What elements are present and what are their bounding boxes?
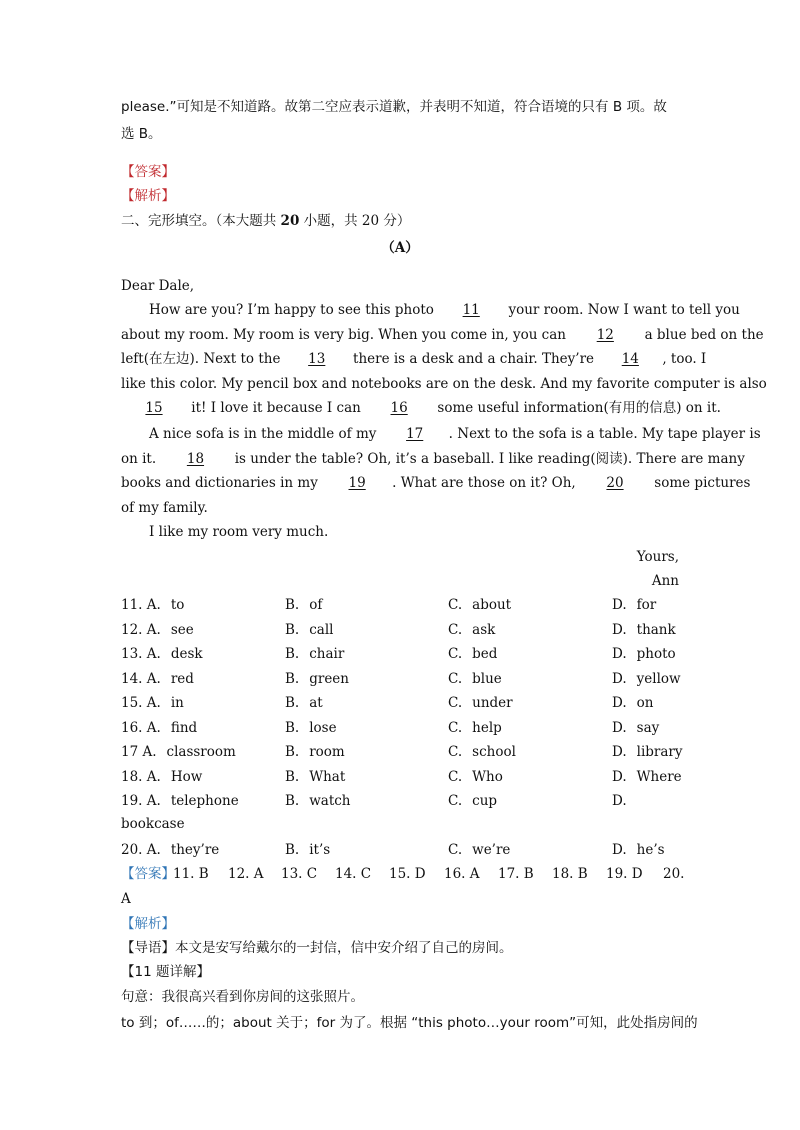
text-run: books and dictionaries in my bbox=[121, 475, 323, 491]
part-heading: （A） bbox=[381, 240, 419, 256]
letter-line bbox=[121, 473, 750, 493]
option-19-c bbox=[448, 791, 497, 811]
option-11-b bbox=[285, 595, 322, 615]
option-text: Who bbox=[472, 768, 503, 785]
text-run: about my room. My room is very big. When you come in, you can bbox=[121, 327, 571, 343]
option-letter: C. bbox=[448, 768, 463, 785]
option-14-b bbox=[285, 669, 349, 689]
answer-item: 16. A bbox=[444, 866, 480, 882]
blank-12: 12 bbox=[596, 327, 614, 343]
option-letter: C. bbox=[448, 646, 463, 662]
option-letter: 16. A. bbox=[121, 719, 161, 736]
option-text: about bbox=[472, 597, 512, 613]
option-text: yellow bbox=[636, 670, 681, 687]
option-18-d bbox=[612, 767, 682, 787]
option-12-d bbox=[612, 620, 676, 640]
text-run: , too. I bbox=[662, 351, 707, 367]
option-text: see bbox=[170, 621, 194, 638]
letter-line bbox=[121, 398, 721, 418]
option-text: green bbox=[309, 670, 349, 687]
option-16-c bbox=[448, 718, 502, 738]
option-letter: 12. A. bbox=[121, 621, 161, 638]
section-title-post: 小题，共 20 分） bbox=[299, 213, 411, 229]
text-run: some pictures bbox=[650, 475, 751, 491]
option-13-d bbox=[612, 644, 676, 664]
option-letter: 15. A. bbox=[121, 695, 161, 711]
option-letter: D. bbox=[612, 842, 627, 858]
detail-explain: to 到；of……的；about 关于；for 为了。根据 “this photo…your room”可知，此处指房间的 bbox=[121, 1015, 698, 1031]
option-letter: D. bbox=[612, 793, 627, 809]
option-20-a bbox=[121, 840, 219, 860]
option-letter: B. bbox=[285, 670, 300, 687]
option-text: in bbox=[170, 695, 184, 711]
answer-label: 【答案】 bbox=[121, 164, 175, 180]
option-16-d bbox=[612, 718, 659, 738]
option-text: thank bbox=[636, 621, 676, 638]
option-text: say bbox=[636, 719, 660, 736]
letter-line bbox=[149, 424, 761, 444]
option-letter: D. bbox=[612, 670, 627, 687]
option-17-a bbox=[121, 742, 236, 762]
option-letter: C. bbox=[448, 744, 463, 760]
detail-sentence: 句意：我很高兴看到你房间的这张照片。 bbox=[121, 989, 364, 1005]
analysis-label: 【解析】 bbox=[121, 188, 175, 204]
option-16-b bbox=[285, 718, 337, 738]
option-13-a bbox=[121, 644, 203, 664]
option-letter: C. bbox=[448, 670, 463, 687]
text-run: . What are those on it? Oh, bbox=[392, 475, 580, 491]
letter-line: of my family. bbox=[121, 500, 208, 516]
option-17-d bbox=[612, 742, 683, 762]
option-text: classroom bbox=[166, 744, 236, 760]
option-19-d bbox=[612, 791, 637, 811]
option-text: we’re bbox=[472, 842, 511, 858]
option-18-a bbox=[121, 767, 202, 787]
option-text: lose bbox=[309, 719, 337, 736]
section-title-pre: 二、完形填空。（本大题共 bbox=[121, 213, 281, 229]
letter-line bbox=[121, 349, 706, 369]
option-letter: 13. A. bbox=[121, 646, 161, 662]
guide-label: 【导语】 bbox=[121, 940, 175, 956]
prev-explanation-line-2: 选 B。 bbox=[121, 126, 162, 142]
option-letter: C. bbox=[448, 695, 463, 711]
blank-19: 19 bbox=[348, 475, 366, 491]
option-letter: C. bbox=[448, 793, 463, 809]
option-text: bed bbox=[472, 646, 498, 662]
option-letter: C. bbox=[448, 842, 463, 858]
text-run: A nice sofa is in the middle of my bbox=[149, 426, 381, 442]
section-title bbox=[121, 211, 410, 231]
option-15-b bbox=[285, 693, 323, 713]
option-text: desk bbox=[170, 646, 203, 662]
option-letter: D. bbox=[612, 621, 627, 638]
option-text: under bbox=[472, 695, 513, 711]
answer-item: 19. D bbox=[606, 866, 643, 882]
option-15-a bbox=[121, 693, 184, 713]
option-text: he’s bbox=[636, 842, 665, 858]
letter-signature: Ann bbox=[651, 573, 679, 589]
prev-explanation-line-1: please.”可知是不知道路。故第二空应表示道歉，并表明不知道，符合语境的只有 B 项。故 bbox=[121, 99, 667, 115]
text-run: . Next to the sofa is a table. My tape player is bbox=[448, 426, 761, 442]
option-19-b bbox=[285, 791, 351, 811]
blank-14: 14 bbox=[621, 351, 639, 367]
blank-16: 16 bbox=[390, 400, 408, 416]
option-16-a bbox=[121, 718, 197, 738]
option-letter: C. bbox=[448, 719, 463, 736]
option-letter: B. bbox=[285, 768, 300, 785]
option-text: How bbox=[170, 768, 203, 785]
option-text: school bbox=[472, 744, 516, 760]
option-letter: 18. A. bbox=[121, 768, 161, 785]
option-text: help bbox=[472, 719, 502, 736]
letter-line bbox=[149, 300, 740, 320]
option-text: of bbox=[309, 597, 323, 613]
option-letter: B. bbox=[285, 597, 300, 613]
option-text: watch bbox=[309, 793, 351, 809]
text-run: How are you? I’m happy to see this photo bbox=[149, 302, 439, 318]
option-letter: 14. A. bbox=[121, 670, 161, 687]
analysis-label-2: 【解析】 bbox=[121, 916, 175, 932]
option-18-c bbox=[448, 767, 503, 787]
option-17-c bbox=[448, 742, 516, 762]
answer-item: 14. C bbox=[335, 866, 372, 882]
option-text: Where bbox=[636, 768, 682, 785]
option-letter: B. bbox=[285, 744, 300, 760]
option-20-d bbox=[612, 840, 665, 860]
option-letter: D. bbox=[612, 646, 627, 662]
letter-line bbox=[121, 449, 745, 469]
text-run: your room. Now I want to tell you bbox=[504, 302, 740, 318]
option-letter: 20. A. bbox=[121, 842, 161, 858]
text-run: is under the table? Oh, it’s a baseball. I like reading(阅读). There are many bbox=[230, 451, 745, 467]
answer-item: 11. B bbox=[173, 866, 209, 882]
option-text: call bbox=[309, 621, 334, 638]
option-letter: B. bbox=[285, 695, 300, 711]
option-text: What bbox=[309, 768, 346, 785]
option-letter: C. bbox=[448, 621, 463, 638]
option-letter: D. bbox=[612, 597, 627, 613]
option-text: chair bbox=[309, 646, 345, 662]
option-15-c bbox=[448, 693, 513, 713]
answer-item: 12. A bbox=[228, 866, 264, 882]
option-letter: 17 A. bbox=[121, 744, 157, 760]
option-letter: D. bbox=[612, 744, 627, 760]
option-11-d bbox=[612, 595, 656, 615]
option-letter: B. bbox=[285, 646, 300, 662]
answer-item: 18. B bbox=[552, 866, 588, 882]
option-text: on bbox=[636, 695, 654, 711]
option-14-c bbox=[448, 669, 502, 689]
blank-17: 17 bbox=[406, 426, 424, 442]
answer-item: 17. B bbox=[498, 866, 534, 882]
option-letter: C. bbox=[448, 597, 463, 613]
option-letter: D. bbox=[612, 768, 627, 785]
option-letter: D. bbox=[612, 719, 627, 736]
text-run: left(在左边). Next to the bbox=[121, 351, 285, 367]
option-text: to bbox=[170, 597, 185, 613]
text-run: there is a desk and a chair. They’re bbox=[348, 351, 599, 367]
text-run: some useful information(有用的信息) on it. bbox=[433, 400, 721, 416]
option-text: library bbox=[636, 744, 683, 760]
option-letter: B. bbox=[285, 621, 300, 638]
option-text: room bbox=[309, 744, 345, 760]
option-letter: D. bbox=[612, 695, 627, 711]
option-18-b bbox=[285, 767, 345, 787]
option-20-c bbox=[448, 840, 510, 860]
letter-line: like this color. My pencil box and notebooks are on the desk. And my favorite computer is also bbox=[121, 376, 767, 392]
option-text: cup bbox=[472, 793, 498, 809]
option-text: for bbox=[636, 597, 657, 613]
option-text: ask bbox=[472, 621, 496, 638]
option-12-b bbox=[285, 620, 333, 640]
letter-greeting: Dear Dale, bbox=[121, 278, 195, 294]
answer-key-wrap: A bbox=[121, 891, 131, 907]
answer-key-line bbox=[121, 864, 175, 884]
answer-label-blue: 【答案】 bbox=[121, 866, 175, 882]
option-15-d bbox=[612, 693, 653, 713]
option-20-b bbox=[285, 840, 330, 860]
option-17-b bbox=[285, 742, 345, 762]
option-text: photo bbox=[636, 646, 676, 662]
blank-15: 15 bbox=[145, 400, 163, 416]
answer-item: 20. bbox=[663, 866, 685, 882]
option-text: find bbox=[170, 719, 198, 736]
guide-line bbox=[121, 938, 513, 958]
blank-18: 18 bbox=[186, 451, 205, 467]
blank-13: 13 bbox=[308, 351, 326, 367]
blank-20: 20 bbox=[606, 475, 624, 491]
option-12-a bbox=[121, 620, 194, 640]
option-text: they’re bbox=[170, 842, 220, 858]
option-text: it’s bbox=[309, 842, 331, 858]
option-letter: B. bbox=[285, 793, 300, 809]
text-run: a blue bed on the bbox=[640, 327, 764, 343]
option-text: at bbox=[309, 695, 323, 711]
guide-text: 本文是安写给戴尔的一封信，信中安介绍了自己的房间。 bbox=[175, 940, 513, 956]
answer-item: 13. C bbox=[281, 866, 318, 882]
option-11-c bbox=[448, 595, 511, 615]
option-letter: 11. A. bbox=[121, 597, 161, 613]
text-run: on it. bbox=[121, 451, 161, 467]
blank-11: 11 bbox=[462, 302, 480, 318]
detail-label: 【11 题详解】 bbox=[121, 964, 210, 980]
option-text: red bbox=[170, 670, 194, 687]
option-letter: B. bbox=[285, 842, 300, 858]
option-letter: B. bbox=[285, 719, 300, 736]
option-letter: 19. A. bbox=[121, 793, 161, 809]
option-14-d bbox=[612, 669, 681, 689]
answer-item: 15. D bbox=[389, 866, 426, 882]
letter-closing: Yours, bbox=[636, 549, 679, 565]
letter-line: I like my room very much. bbox=[149, 524, 329, 540]
option-13-c bbox=[448, 644, 497, 664]
option-text: blue bbox=[472, 670, 502, 687]
option-12-c bbox=[448, 620, 495, 640]
option-19-d-wrap: bookcase bbox=[121, 816, 185, 832]
option-13-b bbox=[285, 644, 344, 664]
section-question-count: 20 bbox=[280, 213, 300, 229]
option-14-a bbox=[121, 669, 194, 689]
text-run: it! I love it because I can bbox=[187, 400, 366, 416]
letter-line bbox=[121, 325, 764, 345]
option-11-a bbox=[121, 595, 184, 615]
option-19-a bbox=[121, 791, 239, 811]
option-text: telephone bbox=[170, 793, 239, 809]
